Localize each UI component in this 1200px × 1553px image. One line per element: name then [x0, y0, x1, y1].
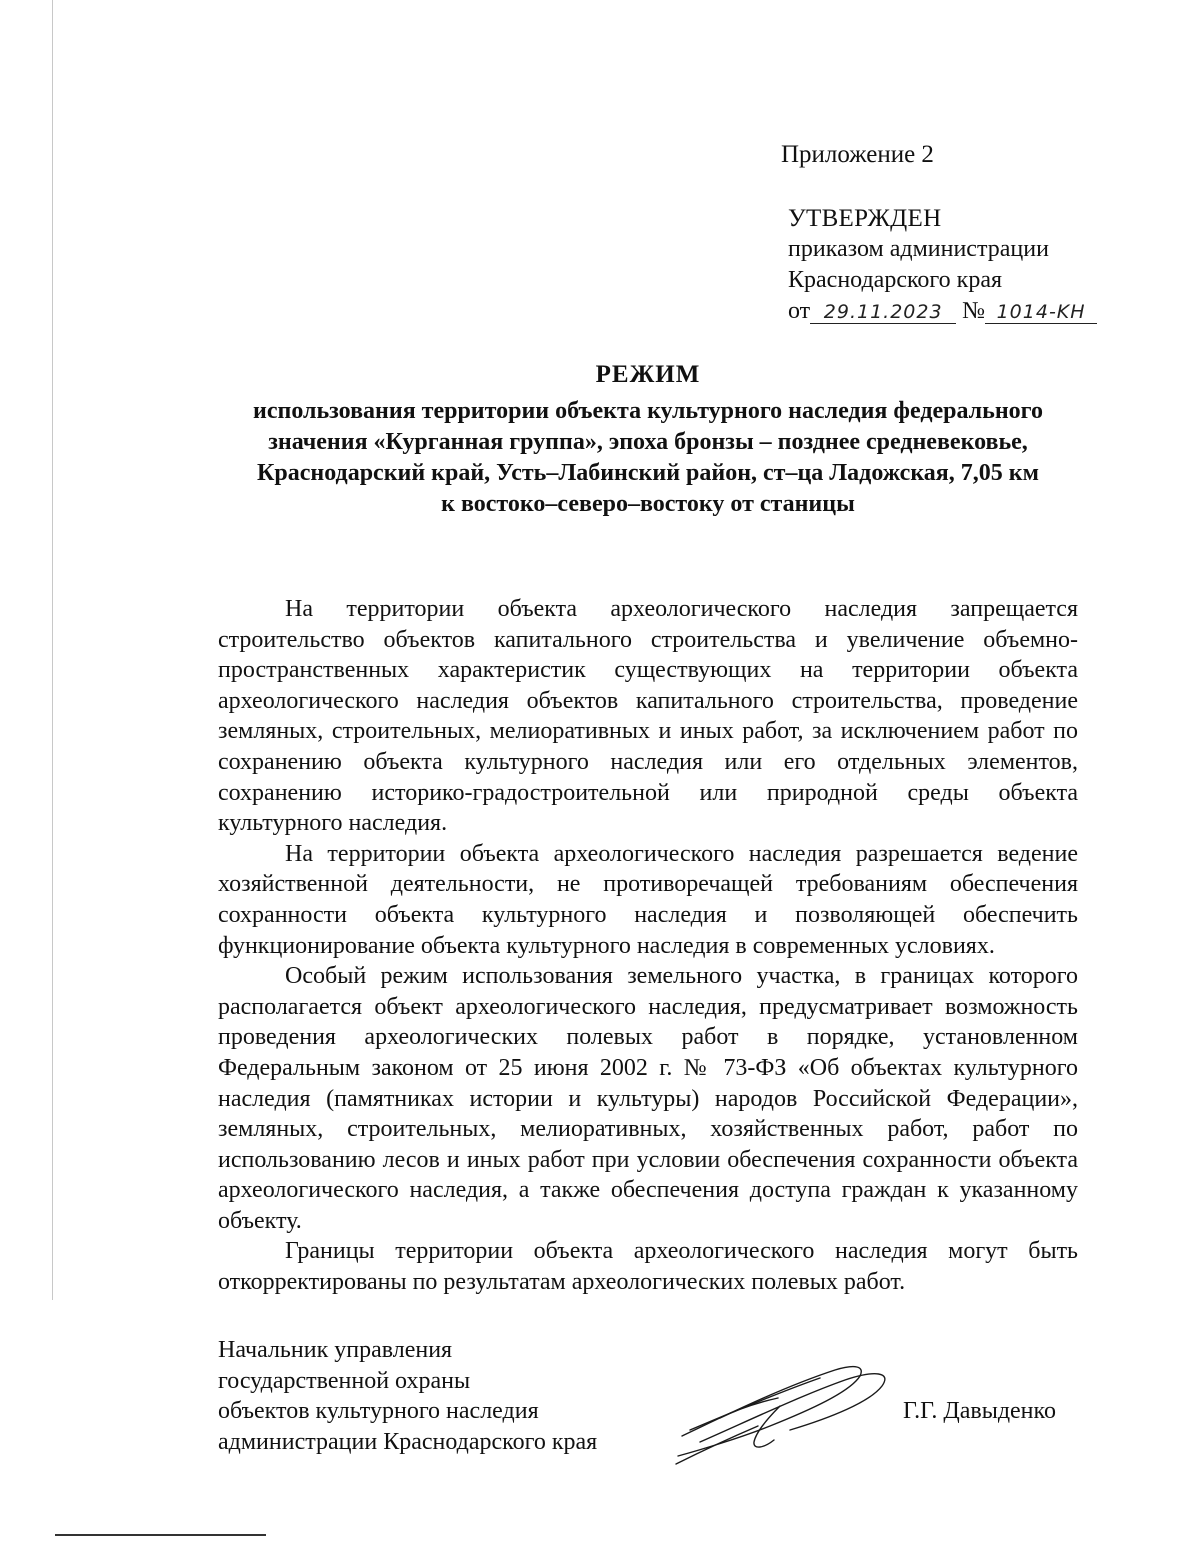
position-line: объектов культурного наследия [218, 1398, 539, 1424]
approval-stamp-block [788, 203, 1097, 327]
body-paragraph: Границы территории объекта археологического наследия могут быть откорректированы по результатам археологических полевых работ. [218, 1238, 1078, 1296]
position-line: государственной охраны [218, 1367, 471, 1394]
body-paragraph: На территории объекта археологического наследия разрешается ведение хозяйственной деятельности, не противоречащей требованиям обеспечения сохранности объекта культурного наследия и позволяющей обеспечить функционирование объекта культурного наследия в современных условиях. [218, 840, 1078, 959]
order-number-handwritten: 1014-KH [985, 301, 1097, 324]
approved-line: Краснодарского края [788, 267, 1003, 293]
approved-line: приказом администрации [788, 236, 1049, 262]
title-line: к востоко–северо–востоку от станицы [441, 491, 855, 517]
position-line: Начальник управления [218, 1337, 453, 1363]
body-paragraph: Особый режим использования земельного участка, в границах которого располагается объект археологического наследия, предусматривает возможность проведения археологических полевых работ в порядке, установленном Федеральным законом от 25 июня 2002 г. № 73-ФЗ «Об объектах культурного наследия (памятниках истории и культуры) народов Российской Федерации», земляных, строительных, мелиоративных, хозяйственных работ, работ по использованию лесов и иных работ при условии обеспечения сохранности объекта археологического наследия, а также обеспечения доступа граждан к указанному объекту. [218, 963, 1078, 1234]
handwritten-signature [660, 1358, 900, 1468]
order-number-sign: № [962, 298, 986, 324]
approved-word: УТВЕРЖДЕН [788, 205, 942, 232]
order-date-handwritten: 29.11.2023 [810, 301, 956, 324]
title-line: Краснодарский край, Усть–Лабинский район, ст–ца Ладожская, 7,05 км [257, 460, 1039, 486]
signer-name: Г.Г. Давыденко [903, 1398, 1056, 1424]
order-reference [788, 296, 1097, 327]
document-title [200, 360, 1096, 520]
title-main: РЕЖИМ [595, 361, 701, 388]
title-line: использования территории объекта культурного наследия федерального [253, 398, 1043, 424]
position-line: администрации Краснодарского края [218, 1428, 598, 1455]
footnote-divider [55, 1534, 266, 1536]
scan-edge-line [52, 0, 53, 1300]
appendix-label: Приложение 2 [781, 141, 934, 168]
order-prefix: от [788, 298, 811, 324]
title-subtitle [200, 396, 1096, 520]
body-paragraph: На территории объекта археологического наследия запрещается строительство объектов капитального строительства и увеличение объемно-пространственных характеристик существующих на территории объекта археологического наследия объектов капитального строительства, проведение земляных, строительных, мелиоративных и иных работ, за исключением работ по сохранению объекта культурного наследия или его отдельных элементов, сохранению историко-градостроительной или природной среды объекта культурного наследия. [218, 596, 1078, 837]
document-body [218, 594, 1078, 1298]
signatory-position [218, 1335, 597, 1457]
title-line: значения «Курганная группа», эпоха бронзы – позднее средневековье, [268, 429, 1028, 455]
